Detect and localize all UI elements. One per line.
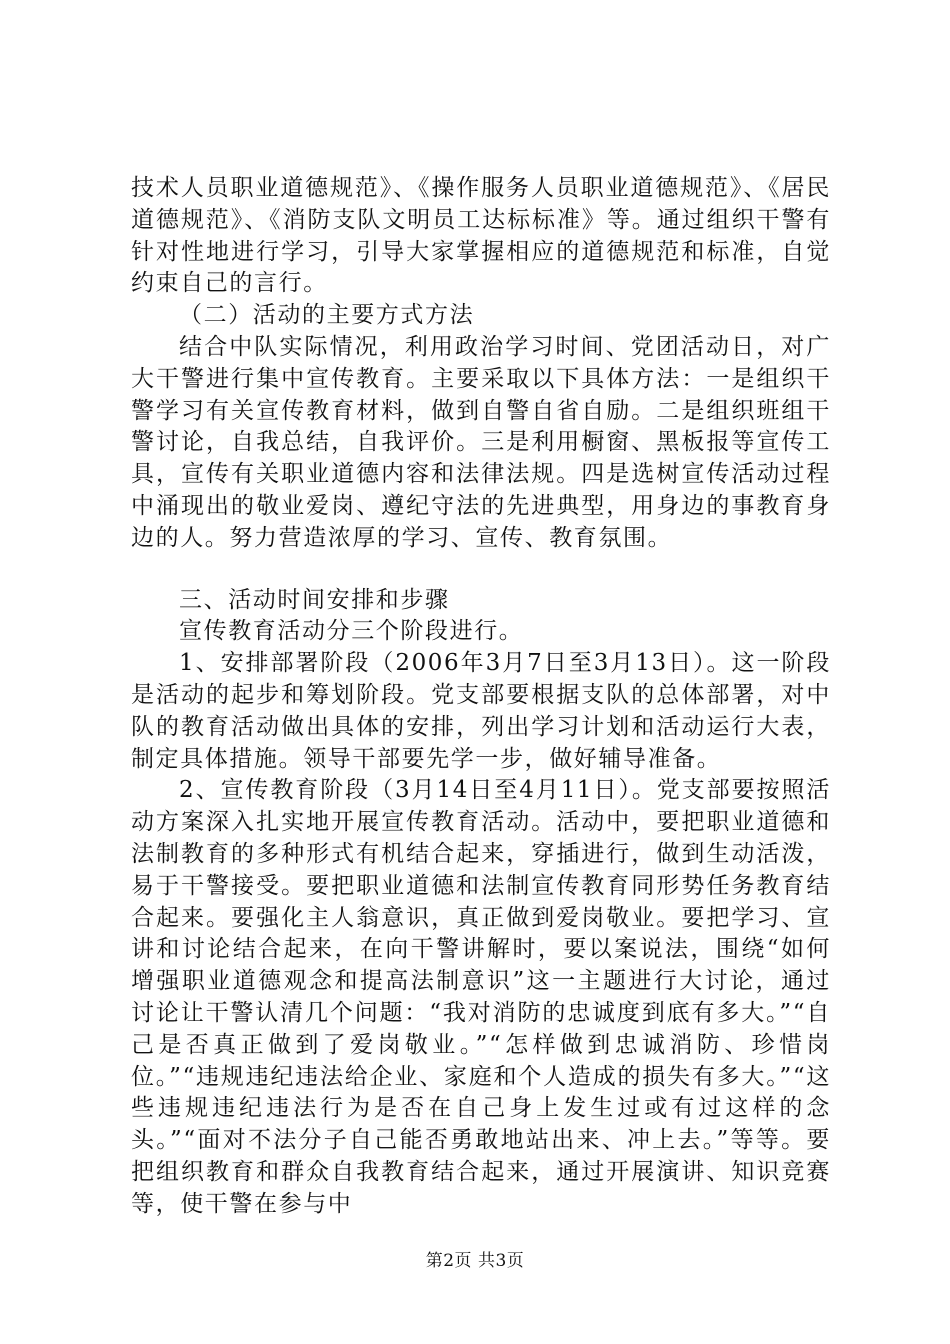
paragraph-1: 技术人员职业道德规范》、《操作服务人员职业道德规范》、《居民道德规范》、《消防支队文明员工达标标准》等。通过组织干警有针对性地进行学习，引导大家掌握相应的道德规范和标准，自觉约束自己的言行。 [131,175,831,297]
section-heading-schedule: 三、活动时间安排和步骤 [179,586,450,613]
paragraph-gap [131,555,831,585]
paragraph-methods: 结合中队实际情况，利用政治学习时间、党团活动日，对广大干警进行集中宣传教育。主要采取以下具体方法：一是组织干警学习有关宣传教育材料，做到自警自省自励。二是组织班组干警讨论，自我总结，自我评价。三是利用橱窗、黑板报等宣传工具，宣传有关职业道德内容和法律法规。四是选树宣传活动过程中涌现出的敬业爱岗、遵纪守法的先进典型，用身边的事教育身边的人。努力营造浓厚的学习、宣传、教育氛围。 [131,333,831,551]
section-heading-methods: （二）活动的主要方式方法 [179,302,475,329]
paragraph-stage-1: 1、安排部署阶段（2006年3月7日至3月13日）。这一阶段是活动的起步和筹划阶段。党支部要根据支队的总体部署，对中队的教育活动做出具体的安排，列出学习计划和活动运行大表，制定具体措施。领导干部要先学一步，做好辅导准备。 [131,650,831,772]
paragraph-stage-2: 2、宣传教育阶段（3月14日至4月11日）。党支部要按照活动方案深入扎实地开展宣传教育活动。活动中，要把职业道德和法制教育的多种形式有机结合起来，穿插进行，做到生动活泼，易于干警接受。要把职业道德和法制宣传教育同形势任务教育结合起来。要强化主人翁意识，真正做到爱岗敬业。要把学习、宣讲和讨论结合起来，在向干警讲解时，要以案说法，围绕“如何增强职业道德观念和提高法制意识”这一主题进行大讨论，通过讨论让干警认清几个问题：“我对消防的忠诚度到底有多大。”“自己是否真正做到了爱岗敬业。”“怎样做到忠诚消防、珍惜岗位。”“违规违纪违法给企业、家庭和个人造成的损失有多大。”“这些违规违纪违法行为是否在自己身上发生过或有过这样的念头。”“面对不法分子自己能否勇敢地站出来、冲上去。”等等。要把组织教育和群众自我教育结合起来，通过开展演讲、知识竞赛等，使干警在参与中 [131,777,831,1217]
page-footer: 第2页 共3页 [425,1251,525,1271]
document-body [131,173,831,1221]
paragraph-stages-intro: 宣传教育活动分三个阶段进行。 [179,618,524,645]
